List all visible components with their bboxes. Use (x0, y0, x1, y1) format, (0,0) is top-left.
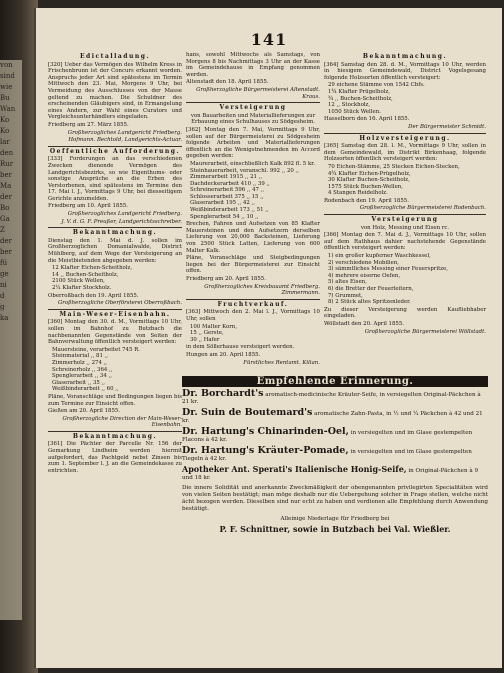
notice-text: [320] Ueber das Vermögen des Wilhelm Kress in Frischenbrunn ist der Concurs erkannt worden. Anspruchs jeder Art sind spätestens im Termin Mittwoch den 23. Mai, Morgens 9 Uhr, bei Vermeidung des Ausschlusses von der Masse geltend zu machen. Die Schuldner des erscheinenden Gläubigers sind, in Ermangelung eines Andern, zur Wahl eines Curators und Vergleichsunterhändlers eingeladen. (48, 61, 182, 121)
item-list (186, 324, 320, 344)
notice-heading: Versteigerung (219, 104, 287, 112)
ad-product-line (182, 409, 488, 425)
list-item: 12 Klafter Eichen-Scheitholz, (52, 265, 133, 272)
list-item: Schreinerholz ,, 364 ,, (52, 366, 113, 373)
notice-date: Hasselborn den 16. April 1855. (324, 116, 410, 123)
list-item: 5) altes Eisen, (328, 279, 367, 286)
left-page-fragment: sind (0, 72, 15, 80)
list-item: 1) ein großer kupferner Waschkessel, (328, 253, 431, 260)
notice-text: [365] Samstag den 28. l. M., Vormittags 9 Uhr, sollen in dem Gemeindewald, im Distrikt Birkenhaag, folgende Holzsorten öffentlich versteigert werden: (324, 143, 486, 163)
list-item: 1¾ Klafter Prügelholz, (328, 88, 391, 95)
left-page-fragment: Bu (0, 94, 10, 102)
list-item: 30 Klafter Buchen-Scheitholz, (328, 177, 410, 184)
list-item: ¾ ,, Buchen-Scheitholz, (328, 95, 393, 102)
column-middle (186, 52, 320, 367)
notice-text: [360] Montag den 30. d. M., Vormittags 10 Uhr, sollen im Bahnhof zu Butzbach die nachbenannten Gegenstände von Seiten der Bahnverwaltung öffentlich versteigert werden: (48, 319, 182, 346)
item-list (186, 161, 320, 220)
item-list (48, 347, 182, 393)
list-item: 1575 Stück Buchen-Wellen, (328, 183, 403, 190)
ad-product-name: Dr. Suin de Boutemard's (182, 407, 313, 418)
notice-text: [362] Montag den 7. Mai, Vormittags 9 Uhr, sollen auf der Bürgermeisterei zu Södgesheim folgende Arbeiten und Materiallieferungen öffentlich an die Wenigstnehmenden im Accord gegeben werden: (186, 126, 320, 160)
notice-signature: Großherzogliche Oberförsterei Oberroßbach. (57, 300, 182, 307)
list-item: Glaserarbeit 195 ,, 42 ,, (190, 200, 255, 207)
notice-heading: Bekanntmachung. (72, 229, 158, 237)
notice-text: in dem Söllerhause versteigert werden. (186, 344, 295, 351)
list-item: 30 ,, Hafer (190, 336, 220, 343)
item-list (48, 265, 182, 291)
list-item: 4¾ Klafter Eichen-Prügelholz, (328, 170, 411, 177)
list-item: Steinmaterial ,, 81 ,, (52, 353, 109, 360)
left-page-fragment: Ko (0, 116, 10, 124)
ad-product-name: Dr. Borchardt's (182, 388, 264, 399)
column-left (48, 52, 182, 475)
notice-heading: Edictalladung. (79, 53, 150, 60)
notice-text: [333] Forderungen an das verschiedenen Zwecken dienende Vermögen des Landgerichtsbezirks, so wie Eigenthums- oder sonstige Ansprüche an die Erben des Verstorbenen, sind spätestens im Termine den 17. Mai l. J., Vormittags 9 Uhr, bei diesseitigem Gerichte anzumelden. (48, 156, 182, 202)
divider (48, 146, 182, 147)
ad-product-name: Apotheker Ant. Sperati's Italienische Honig-Seife, (182, 464, 407, 474)
notice-heading: Holzversteigerung. (359, 134, 451, 142)
list-item: 2¼ Klafter Stockholz. (52, 285, 112, 291)
left-page-fragment: den (0, 149, 14, 157)
notice-signature: Großherzogliche Bürgermeisterei Wöllstadt. (364, 328, 486, 335)
list-item: Dachdeckerarbeit 410 ,, 39 ,, (190, 180, 270, 187)
list-item: 2100 Stück Wellen, (52, 278, 105, 285)
ad-product-line (182, 428, 488, 444)
notice-text: [366] Montag den 7. Mai d. J., Vormittags 10 Uhr, sollen auf dem Rathhaus dahier nachstehende Gegenstände öffentlich versteigert werden: (324, 232, 486, 252)
notice-date: Friedberg am 27. März 1855. (48, 121, 129, 128)
list-item: 29 eichene Stämme von 1542 Cbfs. (328, 82, 425, 89)
list-item: 4 Stangen Reidelholz. (328, 190, 388, 197)
notice-signature: Fürstliches Rentamt. Kilian. (243, 359, 320, 366)
list-item: Steinhauerarbeit, veranschl. 992 ,, 20 ,, (190, 167, 299, 174)
notice-note: Zu dieser Versteigerung werden Kaufliebhaber eingeladen. (324, 306, 486, 320)
left-page-fragment: von (0, 61, 13, 69)
ad-product-details: in versiegelten und im Glase gestempelten Tiegeln à 42 kr. (182, 449, 472, 462)
notice-subheading: von Bauarbeiten und Materiallieferungen zur Erbauung eines Schulhauses zu Södgesheim. (190, 112, 316, 126)
ad-title: Empfehlende Erinnerung. (182, 376, 488, 387)
left-page-fragment: ge (0, 270, 9, 278)
notice-signature: Großherzogliches Landgericht Friedberg. (67, 211, 182, 218)
list-item: Glaserarbeit ,, 35 ,, (52, 379, 105, 386)
notice-date: Altenstadt den 18. April 1855. (186, 79, 269, 86)
column-right (324, 52, 486, 336)
left-page-fragment: Rur (0, 160, 14, 168)
notice-heading: Oeffentliche Aufforderung. (49, 147, 181, 155)
ad-body-text: Die innere Solidität und anerkannte Zweckmäßigkeit der obengenannten privilegirten Specialitäten wird von vielen Seiten bestätigt; man möge deshalb nur die Uebergehung solcher in Frage stellen, welche nicht ächt bezogen werden. Dieselben sind nur echt zu haben und verdienen alle Empfehlung durch Anwendung bestätigt. (182, 485, 488, 512)
list-item: 70 Eichen-Stämme, 25 Stecken Eichen-Stecken, (328, 163, 460, 170)
divider (48, 227, 182, 228)
notice-signature: Großherzogliche Bürgermeisterei Altenstadt. Kraus. (196, 86, 320, 100)
list-item: 14 ,, Buchen-Scheitholz, (52, 271, 119, 278)
notice-date: Friedberg am 20. April 1855. (186, 276, 266, 282)
notice-text: hans, sowohl Mittwochs als Samstags, von Morgens 8 bis Nachmittags 3 Uhr an der Kasse im Gemeindehause in Empfang genommen werden. (186, 52, 320, 78)
left-page-fragment: der (0, 193, 12, 201)
divider (48, 309, 182, 310)
left-page-fragment: ni (0, 281, 7, 289)
left-page-fragment: Wan (0, 105, 16, 113)
notice-date: Rodenbach den 19. April 1855. (324, 197, 409, 204)
list-item: 6) die Bretter der Feuerleitern, (328, 286, 414, 292)
notice-text: [364] Samstag den 28. d. M., Vormittags 10 Uhr, werden in hiesigem Gemeindewald, District Vogelsgesang folgende Holzsorten öffentlich versteigert: (324, 61, 486, 81)
left-page-fragment: Bo (0, 204, 10, 212)
page-number: 141 (250, 30, 288, 49)
notice-heading: Main-Weser-Eisenbahn. (59, 310, 171, 318)
left-page-fragment: Z (0, 226, 5, 234)
notice-heading: Bekanntmachung. (72, 432, 158, 440)
left-page-fragment: fü (0, 259, 8, 267)
list-item: Schreinerarbeit 596 ,, 47 ,, (190, 187, 265, 194)
notice-text: Brechen, Fahren und Aufsetzen von 85 Klafter Mauersteinen und den Aufsetzern derselben Lieferung von 20,000 Backsteinen, Lieferung von 2500 Stück Latten, Lieferung von 600 Malter Kalk. (186, 221, 320, 254)
notice-date: Hungen am 20. April 1855. (186, 351, 261, 358)
list-item: Weißbinderarbeit 173 ,, 51 ,, (190, 207, 269, 214)
ad-product-line (182, 390, 488, 406)
list-item: Spenglerarbeit ,, 34 ,, (52, 373, 112, 380)
notice-date: Oberroßbach den 19. April 1855. (48, 292, 139, 299)
ad-product-details: in versiegelten und im Glase gestempelten Flacons à 42 kr. (182, 430, 473, 443)
ad-agents: Alleinige Niederlage für Friedberg bei (280, 516, 390, 522)
notice-signature: Hofmann. Bechtold, Landgerichts-Actuar. (68, 137, 182, 144)
list-item: 15 ,, Gerste, (190, 330, 224, 337)
notice-date: Wöllstadt den 20. April 1855. (324, 320, 404, 327)
notice-signature: Großherzogliche Direction der Main-Weser-Eisenbahn. (62, 415, 182, 429)
list-item: Maurerarbeit, einschließlich Kalk 892 fl. 5 kr. (190, 160, 315, 167)
left-page-fragment: lar (0, 138, 10, 146)
notice-subheading: von Holz, Messing und Eisen rc. (360, 224, 450, 231)
notice-text: [361] Die Pächter der Parcelle Nr. 156 der Gemarkung Lindheim werden hiermit aufgefordert, das Pachtgeld nebst Zinsen bis zum 1. September l. J. an die Gemeindekasse zu entrichten. (48, 441, 182, 474)
notice-text: Dienstag den 1. Mai d. J. sollen im Großherzoglichen Domanialwalde, District Mühlberg, auf dem Wege der Versteigerung an die Meistbietenden abgegeben werden: (48, 237, 182, 264)
left-page-fragment: der (0, 237, 12, 245)
notice-signature: Großherzogliche Bürgermeisterei Rodenbach. (359, 205, 486, 212)
list-item: 7) Grummet, (328, 292, 363, 299)
list-item: Weißbinderarbeit ,, 60 ,, (52, 386, 119, 393)
item-list (324, 164, 486, 197)
list-item: 12 ,, Stockholz, (328, 102, 371, 109)
left-page-edge (0, 60, 22, 620)
left-page-fragment: wie (0, 83, 13, 91)
left-page-fragment: Ko (0, 127, 10, 135)
item-list (324, 253, 486, 306)
divider (324, 133, 486, 134)
left-page-fragment: ber (0, 248, 12, 256)
list-item: 2) verschiedene Mobilien, (328, 259, 400, 266)
list-item: 3) sämmtliches Messing einer Feuerspritze, (328, 266, 448, 273)
list-item: 100 Malter Korn, (190, 323, 237, 330)
notice-date: Friedberg am 10. April 1855. (48, 203, 128, 210)
notice-signature: Großherzogliches Landgericht Friedberg. (67, 129, 182, 136)
notice-heading: Fruchtverkauf. (217, 300, 289, 308)
left-page-fragment: Ga (0, 215, 10, 223)
left-page-fragment: d (0, 292, 5, 300)
list-item: Spenglerarbeit 54 ,, 10 ,, (190, 213, 259, 220)
left-page-fragment: ber (0, 171, 12, 179)
divider (48, 431, 182, 432)
ad-product-line (182, 447, 488, 463)
divider (186, 102, 320, 103)
advertisement (182, 376, 488, 646)
notice-signature: Der Bürgermeister Schmidt. (408, 123, 486, 130)
list-item: Zimmerholz ,, 274 ,, (52, 359, 108, 366)
ad-product-details: in Original-Päckchen à 9 und 18 kr. (182, 468, 479, 481)
list-item: 4) mehrere eiserne Oefen, (328, 272, 401, 279)
notice-heading: Versteigerung (371, 216, 439, 224)
notice-heading: Bekanntmachung. (362, 53, 448, 60)
ad-product-details: aromatische Zahn-Pasta, in ½ und ¼ Päckchen à 42 und 21 kr. (182, 411, 483, 424)
notice-signature: J. V. d. G. F. Preußer, Landgerichtsschreiber. (61, 218, 182, 225)
list-item: 1050 Stück Wellen. (328, 108, 381, 115)
notice-note: Pläne, Voranschläge und Bedingungen liegen bis zum Termine zur Einsicht offen. (48, 393, 182, 407)
notice-signature: Großherzogliches Kreisbauamt Friedberg. Zimmermann. (204, 283, 320, 297)
newspaper-page (34, 8, 502, 668)
ad-product-name: Dr. Hartung's Kräuter-Pomade, (182, 445, 349, 456)
list-item: Mauersteine, verarbeitet 745 R. (52, 346, 140, 353)
list-item: Zimmerarbeit 1915 ,, 21 ,, (190, 174, 263, 181)
list-item: 8) 2 Stück altes Spritzenleder. (328, 299, 411, 306)
item-list (324, 82, 486, 115)
notice-note: Pläne, Voranschläge und Steigbedingungen liegen bei der Bürgermeisterei zur Einsicht offen. (186, 255, 320, 275)
left-page-fragment: g (0, 303, 5, 311)
ad-product-name: Dr. Hartung's Chinarinden-Oel, (182, 426, 349, 437)
notice-date: Gießen am 20. April 1855. (48, 408, 121, 415)
ad-agent-name: P. F. Schnittner, sowie in Butzbach bei Val. Wießler. (219, 524, 451, 534)
ad-product-details: aromatisch-medicinische Kräuter-Seife, in versiegelten Original-Päckchen à 21 kr. (182, 392, 481, 405)
list-item: Schlosserarbeit 375 ,, 15 ,, (190, 193, 264, 200)
ad-product-line (182, 466, 488, 482)
left-page-fragment: ka (0, 314, 9, 322)
notice-text: [363] Mittwoch den 2. Mai l. J., Vormittags 10 Uhr, sollen (186, 309, 320, 322)
divider (186, 299, 320, 300)
divider (324, 214, 486, 215)
left-page-fragment: Ma (0, 182, 12, 190)
